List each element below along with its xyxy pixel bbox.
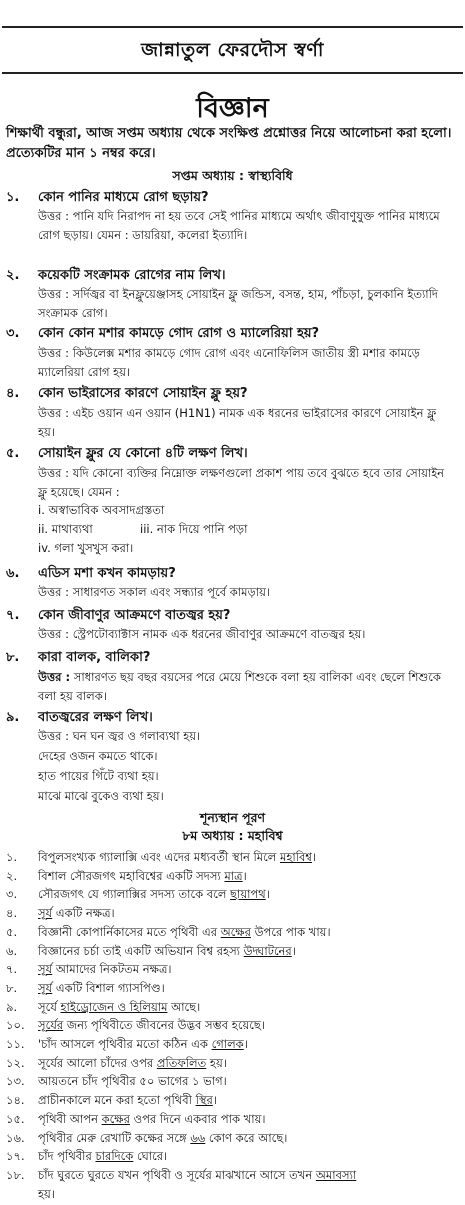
fill-item	[38, 849, 316, 868]
fill-item-text-end: হয়।	[206, 1056, 227, 1070]
fill-item	[38, 924, 331, 943]
fill-item	[38, 1186, 55, 1205]
fill-item-answer: ছায়াপথ	[230, 887, 266, 901]
author-rule	[2, 72, 463, 74]
fill-item-text-end: একটি নক্ষত্র।	[52, 906, 115, 920]
q8-answer-label: উত্তর :	[38, 670, 71, 684]
fill-item-text-end: জন্য পৃথিবীতে জীবনের উদ্ভব সম্ভব হয়েছে।	[63, 1018, 265, 1032]
fill-item-text-end: ।	[243, 1037, 248, 1051]
fill-item-text: সূর্যের আলো চাঁদের ওপর	[38, 1056, 157, 1070]
q5-answer: উত্তর : যদি কোনো ব্যক্তির নিম্নোক্ত লক্ষণগুলো প্রকাশ পায় তবে বুঝতে হবে তার সোয়াইন ফ্লু হয়েছে। যেমন :	[38, 466, 445, 499]
fill-item-number: ৮.	[6, 981, 18, 995]
fill-item-number: ৯.	[6, 1000, 18, 1014]
fill-item-text: বিজ্ঞানী কোপার্নিকাসের মতে পৃথিবী এর	[38, 925, 221, 939]
fill-item-text-end: আমাদের নিকটতম নক্ষত্র।	[52, 962, 172, 976]
chapter7-heading: সপ্তম অধ্যায় : স্বাস্থ্যবিধি	[172, 168, 293, 183]
q5-item-ii: ii. মাথাব্যথা	[38, 522, 93, 536]
fill-item-number: ১৪.	[6, 1093, 25, 1107]
fill-item	[38, 868, 247, 887]
fill-item-answer: সূর্যের	[38, 1018, 64, 1032]
q1-number: ১.	[6, 190, 20, 205]
fill-item-number: ৪.	[6, 906, 18, 920]
top-rule	[2, 26, 463, 28]
q9-answer-line3: হাত পায়ের গিঁটে ব্যথা হয়।	[38, 769, 159, 783]
chapter8-heading: ৮ম অধ্যায় : মহাবিশ্ব	[182, 828, 283, 843]
q7-answer: উত্তর : স্ট্রেপটোব্যাক্টাস নামক এক ধরনের জীবাণুর আক্রমণে বাতজ্বর হয়।	[38, 627, 366, 641]
q5-number: ৫.	[6, 446, 20, 461]
fill-item-answer: সূর্য	[38, 981, 53, 995]
fill-item-answer: ৬৬	[190, 1131, 206, 1145]
fill-item-number: ১২.	[6, 1056, 25, 1070]
fill-item-number: ১৫.	[6, 1112, 25, 1126]
fill-item-number: ১৭.	[6, 1149, 25, 1163]
fill-item-text: সৌরজগৎ যে গ্যালাক্সির সদস্য তাকে বলে	[38, 887, 231, 901]
fill-item-answer: চারদিকে	[95, 1149, 134, 1163]
fill-item-number: ৩.	[6, 887, 18, 901]
fill-item-text: 'চাঁদ আসলে পৃথিবীর মতো কঠিন এক	[38, 1037, 212, 1051]
fill-item-answer: মহাবিশ্ব	[279, 850, 313, 864]
fill-item-text-end: ।	[312, 850, 317, 864]
fill-item-text: হয়।	[38, 1187, 55, 1201]
fill-item-text: বিপুলসংখ্যক গ্যালাক্সি এবং এদের মধ্যবর্তী স্থান মিলে	[38, 850, 280, 864]
q4-question: কোন ভাইরাসের কারণে সোয়াইন ফ্লু হয়?	[38, 386, 248, 401]
subject-title: বিজ্ঞান	[196, 93, 269, 124]
fill-item-text: বিজ্ঞানের চর্চা তাই একটি অভিযান বিশ্ব রহস্য	[38, 944, 244, 958]
fill-item	[38, 943, 296, 962]
q7-number: ৭.	[6, 608, 20, 623]
fill-item	[38, 886, 270, 905]
fill-item	[38, 980, 165, 999]
q2-number: ২.	[6, 268, 20, 283]
fill-item-number: ১১.	[6, 1037, 25, 1051]
fill-item-text: চাঁদ ঘুরতে ঘুরতে যখন পৃথিবী ও সূর্যের মাঝখানে আসে তখন	[38, 1168, 316, 1182]
fill-item	[38, 1167, 356, 1186]
intro-text: শিক্ষার্থী বন্ধুরা, আজ সপ্তম অধ্যায় থেকে সংক্ষিপ্ত প্রশ্নোত্তর নিয়ে আলোচনা করা হলো। প্রত্যেকটির মান ১ নম্বর করে।	[6, 126, 452, 161]
q1-question: কোন পানির মাধ্যমে রোগ ছড়ায়?	[38, 190, 209, 205]
fill-item	[38, 1036, 248, 1055]
q3-question: কোন কোন মশার কামড়ে গোদ রোগ ও ম্যালেরিয়া হয়?	[38, 326, 320, 341]
fill-item-text-end: আছে।	[167, 1000, 201, 1014]
fill-item-number: ১৮.	[6, 1168, 25, 1182]
q6-question: এডিস মশা কখন কামড়ায়?	[38, 566, 176, 581]
q3-number: ৩.	[6, 326, 20, 341]
q9-answer-line2: দেহের ওজন কমতে থাকে।	[38, 749, 158, 763]
fill-item-number: ১০.	[6, 1018, 25, 1032]
fill-item-answer: অমাবস্যা	[315, 1168, 357, 1182]
q5-item-iv: iv. গলা খুসখুস করা।	[38, 541, 134, 555]
q2-answer: উত্তর : সর্দিজ্বর বা ইনফ্লুয়েঞ্জাসহ সোয়াইন ফ্লু জন্ডিস, বসন্ত, হাম, পাঁচড়া, চুলকানি ইত্যাদি সংক্রামক রোগ।	[38, 287, 438, 320]
q5-item-i: i. অস্বাভাবিক অবসাদগ্রস্ততা	[38, 503, 165, 517]
fill-blanks-heading: শূন্যস্থান পূরণ	[199, 810, 266, 825]
q1-answer: উত্তর : পানি যদি নিরাপদ না হয় তবে সেই পানির মাধ্যমে অর্থাৎ জীবাণুযুক্ত পানির মাধ্যমে রোগ ছড়ায়। যেমন : ডায়রিয়া, কলেরা ইত্যাদি।	[38, 209, 440, 242]
fill-item-text: সূর্যে	[38, 1000, 61, 1014]
fill-item	[38, 1092, 217, 1111]
q6-answer: উত্তর : সাধারণত সকাল এবং সন্ধ্যার পূর্বে কামড়ায়।	[38, 585, 270, 599]
q4-answer: উত্তর : এইচ ওয়ান এন ওয়ান (H1N1) নামক এক ধরনের ভাইরাসের কারণে সোয়াইন ফ্লু হয়।	[38, 406, 437, 439]
fill-item-text-end: একটি বিশাল গ্যাসপিণ্ড।	[52, 981, 165, 995]
fill-item-text-end: ।	[242, 869, 247, 883]
fill-item-answer: সূর্য	[38, 962, 53, 976]
fill-item-answer: সূর্য	[38, 906, 53, 920]
fill-item	[38, 999, 200, 1018]
fill-item-answer: কক্ষের	[101, 1112, 130, 1126]
fill-item-number: ৫.	[6, 925, 18, 939]
fill-item-text-end: ওপর দিনে একবার পাক খায়।	[129, 1112, 266, 1126]
fill-item	[38, 1148, 167, 1167]
q8-answer-text: সাধারণত ছয় বছর বয়সের পরে মেয়ে শিশুকে বলা হয় বালিকা এবং ছেলে শিশুকে বলা হয় বালক।	[38, 670, 441, 703]
fill-item-number: ৭.	[6, 962, 18, 976]
q8-answer	[38, 668, 456, 706]
fill-item-answer: প্রতিফলিত	[156, 1056, 207, 1070]
fill-item-number: ১৩.	[6, 1074, 25, 1088]
q9-answer-line1: উত্তর : ঘন ঘন জ্বর ও গলাব্যথা হয়।	[38, 729, 201, 743]
fill-item	[38, 905, 115, 924]
fill-item-text: পৃথিবী আপন	[38, 1112, 102, 1126]
fill-item	[38, 1111, 265, 1130]
fill-item-answer: অক্ষের	[220, 925, 251, 939]
q4-number: ৪.	[6, 386, 20, 401]
q3-answer: উত্তর : কিউলেক্স মশার কামড়ে গোদ রোগ এবং এনোফিলিস জাতীয় স্ত্রী মশার কামড়ে ম্যালেরিয়া রোগ হয়।	[38, 346, 420, 379]
fill-item-answer: উদ্ঘাটনের	[243, 944, 292, 958]
fill-item-text: চাঁদ পৃথিবীর	[38, 1149, 96, 1163]
fill-item-text-end: ।	[291, 944, 296, 958]
fill-item-text-end: ।	[212, 1093, 217, 1107]
fill-item-text-end: ঘোরে।	[133, 1149, 168, 1163]
fill-item	[38, 1073, 227, 1092]
q2-question: কয়েকটি সংক্রামক রোগের নাম লিখ।	[38, 268, 226, 283]
fill-item-text-end: উপরে পাক খায়।	[250, 925, 331, 939]
fill-item-number: ২.	[6, 869, 18, 883]
q9-number: ৯.	[6, 710, 20, 725]
fill-item-number: ৬.	[6, 944, 18, 958]
fill-item-answer: হাইড্রোজেন ও হিলিয়াম	[60, 1000, 168, 1014]
fill-item-number: ১.	[6, 850, 18, 864]
q5-question: সোয়াইন ফ্লুর যে কোনো ৪টি লক্ষণ লিখ।	[38, 446, 248, 461]
fill-item-number: ১৬.	[6, 1131, 25, 1145]
fill-item-answer: মাত্র	[224, 869, 243, 883]
fill-item-text: প্রাচীনকালে মনে করা হতো পৃথিবী	[38, 1093, 196, 1107]
fill-item	[38, 1055, 227, 1074]
q7-question: কোন জীবাণুর আক্রমণে বাতজ্বর হয়?	[38, 608, 231, 623]
q8-number: ৮.	[6, 650, 20, 665]
fill-item-text-end: কোণ করে আছে।	[205, 1131, 288, 1145]
q8-question: কারা বালক, বালিকা?	[38, 650, 151, 665]
fill-item-answer: গোলক	[211, 1037, 244, 1051]
q9-question: বাতজ্বরের লক্ষণ লিখ।	[38, 710, 153, 725]
fill-item-text: আয়তনে চাঁদ পৃথিবীর ৫০ ভাগের ১ ভাগ।	[38, 1074, 227, 1088]
author-name: জান্নাতুল ফেরদৌস স্বর্ণা	[141, 39, 324, 61]
q6-number: ৬.	[6, 566, 20, 581]
fill-item	[38, 1017, 265, 1036]
fill-item	[38, 1130, 287, 1149]
q9-answer-line4: মাঝে মাঝে বুকেও ব্যথা হয়।	[38, 789, 164, 803]
fill-item-text-end: ।	[265, 887, 270, 901]
fill-item	[38, 961, 172, 980]
fill-item-answer: স্থির	[195, 1093, 213, 1107]
q5-item-iii: iii. নাক দিয়ে পানি পড়া	[140, 522, 248, 536]
fill-item-text: বিশাল সৌরজগৎ মহাবিশ্বের একটি সদস্য	[38, 869, 225, 883]
fill-item-text: পৃথিবীর মেরু রেখাটি কক্ষের সঙ্গে	[38, 1131, 191, 1145]
